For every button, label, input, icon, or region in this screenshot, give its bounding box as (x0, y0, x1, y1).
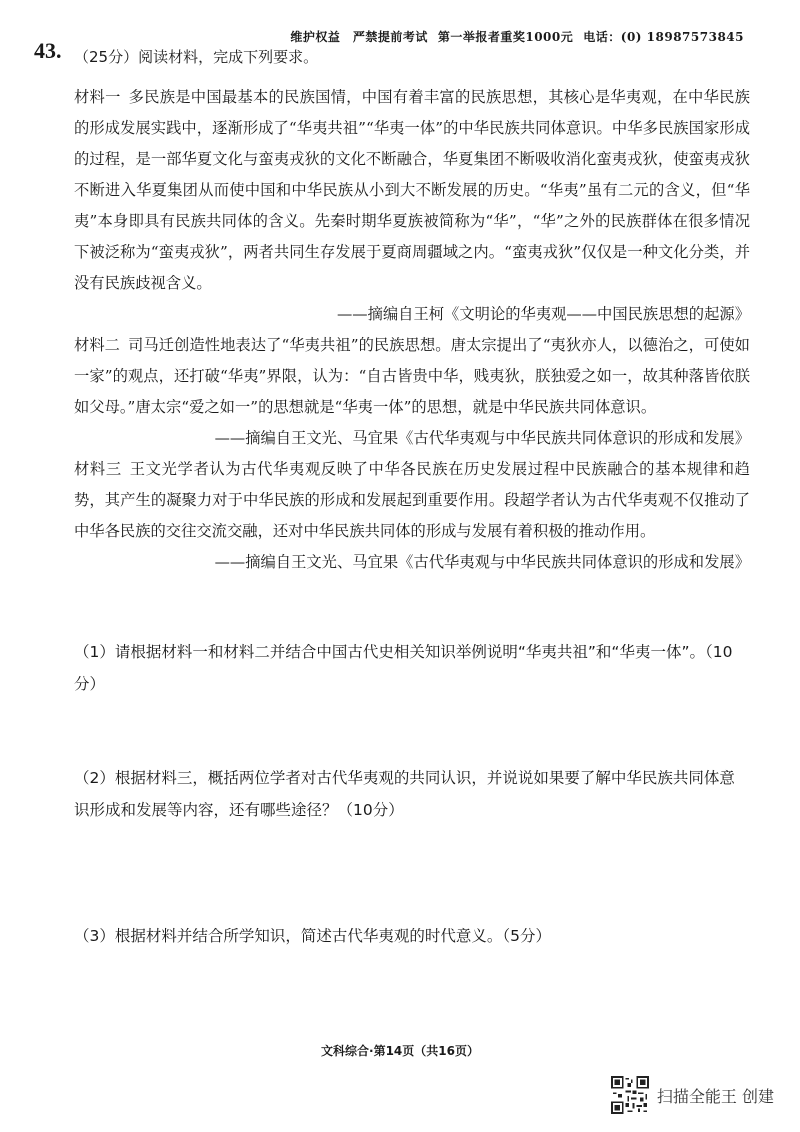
material-1-paragraph (74, 82, 750, 299)
question-number: 43. (34, 38, 62, 63)
material-1-label: 材料一 (74, 88, 121, 106)
page-footer: 文科综合·第14页（共16页） (321, 1044, 479, 1058)
sub-question-2: （2）根据材料三，概括两位学者对古代华夷观的共同认识，并说说如果要了解中华民族共同体意识形成和发展等内容，还有哪些途径？（10分） (74, 769, 735, 819)
header-phone: 电话：(0) 18987573845 (583, 30, 744, 44)
qr-code-icon (611, 1076, 649, 1114)
scanner-watermark (611, 1076, 774, 1114)
material-2-source: ——摘编自王文光、马宜果《古代华夷观与中华民族共同体意识的形成和发展》 (214, 429, 750, 447)
scanner-text: 扫描全能王 创建 (656, 1086, 774, 1106)
material-3-source: ——摘编自王文光、马宜果《古代华夷观与中华民族共同体意识的形成和发展》 (214, 553, 750, 571)
material-3-text: 王文光学者认为古代华夷观反映了中华各民族在历史发展过程中民族融合的基本规律和趋势，其产生的凝聚力对于中华民族的形成和发展起到重要作用。段超学者认为古代华夷观不仅推动了中华各民族的交往交流交融，还对中华民族共同体的形成与发展有着积极的推动作用。 (74, 460, 750, 540)
material-2-text: 司马迁创造性地表达了“华夷共祖”的民族思想。唐太宗提出了“夷狄亦人，以德治之，可使如一家”的观点，还打破“华夷”界限，认为：“自古皆贵中华，贱夷狄，朕独爱之如一，故其种落皆依朕如父母。”唐太宗“爱之如一”的思想就是“华夷一体”的思想，就是中华民族共同体意识。 (74, 336, 750, 416)
material-2-label: 材料二 (74, 336, 121, 354)
material-3-paragraph (74, 454, 750, 547)
material-2-paragraph (74, 330, 750, 423)
question-heading: （25分）阅读材料，完成下列要求。 (74, 48, 319, 66)
sub-question-1: （1）请根据材料一和材料二并结合中国古代史相关知识举例说明“华夷共祖”和“华夷一体”。（10分） (74, 643, 733, 693)
page-header (290, 28, 744, 45)
material-1-text: 多民族是中国最基本的民族国情，中国有着丰富的民族思想，其核心是华夷观，在中华民族的形成发展实践中，逐渐形成了“华夷共祖”“华夷一体”的中华民族共同体意识。中华多民族国家形成的过程，是一部华夏文化与蛮夷戎狄的文化不断融合，华夏集团不断吸收消化蛮夷戎狄，使蛮夷戎狄不断进入华夏集团从而使中国和中华民族从小到大不断发展的历史。“华夷”虽有二元的含义，但“华夷”本身即具有民族共同体的含义。先秦时期华夏族被简称为“华”，“华”之外的民族群体在很多情况下被泛称为“蛮夷戎狄”，两者共同生存发展于夏商周疆域之内。“蛮夷戎狄”仅仅是一种文化分类，并没有民族歧视含义。 (74, 88, 750, 292)
material-1-source: ——摘编自王柯《文明论的华夷观——中国民族思想的起源》 (336, 305, 750, 323)
sub-question-3: （3）根据材料并结合所学知识，简述古代华夷观的时代意义。（5分） (74, 927, 551, 945)
header-notice: 维护权益 严禁提前考试 (290, 30, 428, 44)
header-reward: 第一举报者重奖1000元 (437, 30, 574, 44)
material-3-label: 材料三 (74, 460, 122, 478)
materials-section (74, 82, 750, 578)
